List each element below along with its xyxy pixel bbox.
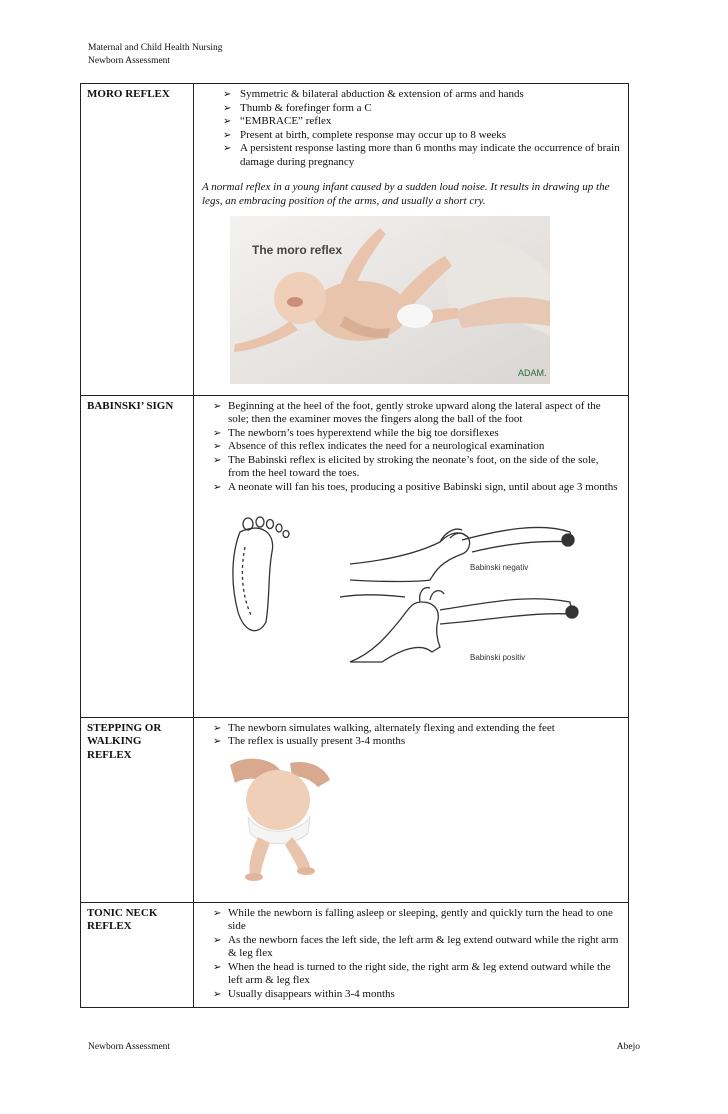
arrow-bullet-icon: ➢ [223,129,232,141]
list-item: ➢ Present at birth, complete response may occur up to 8 weeks [223,128,507,141]
arrow-bullet-icon: ➢ [213,736,222,747]
list-item: ➢ “EMBRACE” reflex [223,115,332,127]
reflex-bullet-list [200,400,622,495]
reflex-name-cell [81,395,194,717]
reflex-name-cell [81,717,194,902]
adam-logo: ADAM. [518,368,547,378]
list-item: ➢ Usually disappears within 3-4 months [213,987,395,1000]
list-item: ➢ The reflex is usually present 3-4 months [213,735,406,747]
reflex-name-cell [81,902,194,1008]
reflex-name-line: REFLEX [87,920,132,932]
reflex-name: BABINSKI’ SIGN [87,399,174,412]
list-item: ➢ While the newborn is falling asleep or sleeping, gently and quickly turn the head to one side [213,906,613,932]
arrow-bullet-icon: ➢ [213,907,222,919]
arrow-bullet-icon: ➢ [213,934,222,946]
header-course-title: Maternal and Child Health Nursing [88,43,223,53]
header-topic-title: Newborn Assessment [88,56,171,66]
reflex-detail-cell [194,84,629,396]
arrow-bullet-icon: ➢ [213,400,222,412]
reflex-detail-cell [194,395,629,717]
reflex-name-line: REFLEX [87,748,132,761]
moro-figure-caption: The moro reflex [252,243,343,257]
reflex-name-line: WALKING [87,735,142,747]
arrow-bullet-icon: ➢ [213,481,222,493]
footer-author: Abejo [616,1042,640,1052]
babinski-negative-label: Babinski negativ [470,563,529,572]
list-item: ➢ When the head is turned to the right side, the right arm & leg extend outward while the left arm & leg flex [213,960,611,986]
list-item: ➢ The newborn’s toes hyperextend while the big toe dorsiflexes [213,426,499,439]
list-item: ➢ The newborn simulates walking, alternately flexing and extending the feet [213,721,555,734]
page-footer [88,1042,640,1052]
reflex-name-line: TONIC NECK [87,906,158,919]
list-item: ➢ Symmetric & bilateral abduction & extension of arms and hands [223,88,524,100]
moro-reflex-image [200,216,550,384]
babinski-image [200,502,580,672]
arrow-bullet-icon: ➢ [223,116,232,127]
moro-reflex-illustration [200,216,622,389]
reflex-name: MORO REFLEX [87,88,170,100]
arrow-bullet-icon: ➢ [213,988,222,1000]
arrow-bullet-icon: ➢ [223,89,232,100]
reflex-detail-cell [194,717,629,902]
list-item: ➢ As the newborn faces the left side, the left arm & leg extend outward while the right arm & leg flex [213,933,619,959]
arrow-bullet-icon: ➢ [223,102,232,114]
list-item: ➢ Absence of this reflex indicates the need for a neurological examination [213,440,545,452]
stepping-reflex-image [200,755,340,885]
footer-title: Newborn Assessment [88,1042,171,1052]
arrow-bullet-icon: ➢ [213,441,222,452]
reflex-bullet-list [200,88,622,169]
table-row-moro-reflex [81,84,629,396]
list-item: ➢ Beginning at the heel of the foot, gently stroke upward along the lateral aspect of the sole; then the examiner moves the fingers along the ball of the foot [213,399,601,425]
table-row-tonic-neck-reflex [81,902,629,1008]
babinski-illustration [200,502,622,677]
arrow-bullet-icon: ➢ [213,961,222,973]
reflex-table [80,83,629,1008]
list-item: ➢ Thumb & forefinger form a C [223,101,372,114]
list-item: ➢ A persistent response lasting more than 6 months may indicate the occurrence of brain damage during pregnancy [223,142,620,168]
list-item: ➢ A neonate will fan his toes, producing a positive Babinski sign, until about age 3 months [213,480,618,493]
reflex-bullet-list [200,722,622,749]
arrow-bullet-icon: ➢ [223,143,232,154]
page-header [88,42,223,68]
table-row-stepping-reflex [81,717,629,902]
reflex-detail-cell [194,902,629,1008]
arrow-bullet-icon: ➢ [213,427,222,439]
table-row-babinski-sign [81,395,629,717]
babinski-positive-label: Babinski positiv [470,653,526,662]
arrow-bullet-icon: ➢ [213,722,222,734]
list-item: ➢ The Babinski reflex is elicited by stroking the neonate’s foot, on the side of the sole, from the heel toward the toes. [213,453,599,479]
reflex-name-line: STEPPING OR [87,721,162,734]
arrow-bullet-icon: ➢ [213,454,222,466]
reflex-bullet-list [200,907,622,1002]
reflex-description: A normal reflex in a young infant caused by a sudden loud noise. It results in drawing up the legs, an embracing position of the arms, and usually a short cry. [202,181,610,207]
reflex-name-cell [81,84,194,396]
stepping-reflex-illustration [200,755,622,890]
